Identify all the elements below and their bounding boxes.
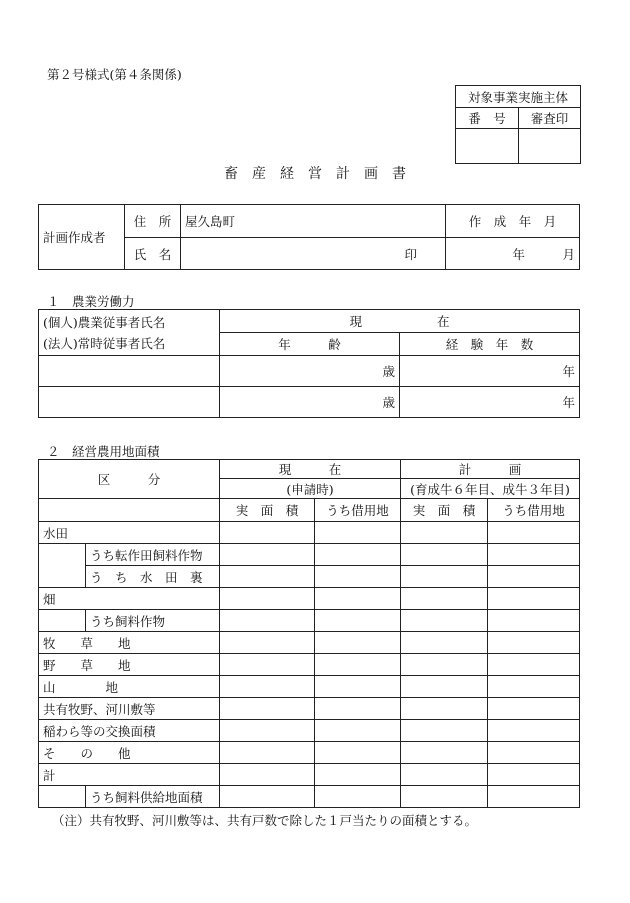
cell[interactable] [220,698,315,720]
row-label-field: 畑 [39,588,220,610]
labor-label-corporate: (法人)常時従事者氏名 [43,335,166,351]
cell[interactable] [401,676,488,698]
seal-label[interactable]: 印 [181,238,446,270]
cell[interactable] [315,522,401,544]
cell[interactable] [401,610,488,632]
creator-label: 計画作成者 [39,205,125,270]
table-row [39,610,580,632]
creator-table [38,204,580,270]
name-label: 氏 名 [125,238,181,270]
cell[interactable] [488,654,580,676]
labor-label-individual: (個人)農業従事者氏名 [43,314,166,330]
cell[interactable] [220,742,315,764]
address-label: 住 所 [125,205,181,238]
cell[interactable] [315,676,401,698]
review-stamp-field[interactable] [519,129,581,164]
col-plan-lease: うち借用地 [488,499,580,522]
table-row [39,544,580,566]
cell[interactable] [488,676,580,698]
row-label-common: 共有牧野、河川敷等 [39,698,220,720]
table-row [39,764,580,786]
row-label-field-feed: うち飼料作物 [86,610,220,632]
table-row [39,522,580,544]
cell[interactable] [220,632,315,654]
table-row [39,588,580,610]
cell[interactable] [488,544,580,566]
number-field[interactable] [456,129,519,164]
review-stamp-label: 審査印 [519,108,581,129]
table-row [39,654,580,676]
cell[interactable] [488,698,580,720]
row-label-paddy-back: う ち 水 田 裏 [86,566,220,588]
row-label-paddy: 水田 [39,522,220,544]
table-row [39,632,580,654]
cell[interactable] [401,632,488,654]
labor-row [39,387,580,418]
worker-name-field[interactable] [39,387,220,418]
col-plan-actual: 実 面 積 [401,499,488,522]
indent-cell [39,610,86,632]
cell[interactable] [220,786,315,808]
cell[interactable] [401,588,488,610]
row-label-pasture: 牧 草 地 [39,632,220,654]
creation-date-label: 作 成 年 月 [446,205,580,238]
indent-cell [39,544,86,588]
labor-current-header: 現 在 [220,310,580,333]
cell[interactable] [315,544,401,566]
labor-table [38,309,580,418]
age-field[interactable]: 歳 [220,387,400,418]
cell[interactable] [401,654,488,676]
document-title: 畜 産 経 営 計 画 書 [224,166,406,182]
creation-date-value[interactable]: 年 月 [446,238,580,270]
cell[interactable] [488,786,580,808]
cell[interactable] [315,786,401,808]
category-subheader-blank [39,499,220,522]
age-field[interactable]: 歳 [220,356,400,387]
cell[interactable] [401,720,488,742]
row-label-grassland: 野 草 地 [39,654,220,676]
land-table [38,459,580,808]
cell[interactable] [220,588,315,610]
form-number-label: 第２号様式(第４条関係) [47,67,182,82]
worker-name-field[interactable] [39,356,220,387]
footnote: （注）共有牧野、河川敷等は、共有戸数で除した１戸当たりの面積とする。 [52,813,478,828]
experience-field[interactable]: 年 [400,387,580,418]
plan-subheader: (育成牛６年目、成牛３年目) [401,479,580,499]
col-current-lease: うち借用地 [315,499,401,522]
labor-row [39,356,580,387]
plan-header: 計 画 [401,460,580,479]
cell[interactable] [488,632,580,654]
table-row [39,786,580,808]
cell[interactable] [488,720,580,742]
cell[interactable] [220,522,315,544]
table-row [39,742,580,764]
cell[interactable] [315,698,401,720]
section1-heading: １ 農業労働力 [47,294,135,309]
table-row [39,698,580,720]
cell[interactable] [220,654,315,676]
row-label-straw: 稲わら等の交換面積 [39,720,220,742]
cell[interactable] [220,544,315,566]
table-row [39,720,580,742]
row-label-paddy-feed: うち転作田飼料作物 [86,544,220,566]
cell[interactable] [401,742,488,764]
cell[interactable] [401,698,488,720]
cell[interactable] [315,632,401,654]
cell[interactable] [220,720,315,742]
cell[interactable] [315,742,401,764]
cell[interactable] [220,676,315,698]
age-header: 年 齢 [220,333,400,356]
table-row [39,676,580,698]
cell[interactable] [488,742,580,764]
stamp-box [455,85,581,164]
col-current-actual: 実 面 積 [220,499,315,522]
stamp-box-title: 対象事業実施主体 [456,86,581,108]
cell[interactable] [488,610,580,632]
category-header: 区 分 [39,460,220,499]
indent-cell [39,786,86,808]
cell[interactable] [315,566,401,588]
cell[interactable] [315,610,401,632]
cell[interactable] [315,588,401,610]
cell[interactable] [401,566,488,588]
cell[interactable] [315,764,401,786]
current-subheader: (申請時) [220,479,401,499]
row-label-other: そ の 他 [39,742,220,764]
row-label-total: 計 [39,764,220,786]
cell[interactable] [401,786,488,808]
cell[interactable] [220,610,315,632]
cell[interactable] [220,764,315,786]
address-value[interactable]: 屋久島町 [181,205,446,238]
cell[interactable] [488,588,580,610]
section2-heading: ２ 経営農用地面積 [47,444,160,459]
cell[interactable] [401,522,488,544]
experience-field[interactable]: 年 [400,356,580,387]
row-label-mountain: 山 地 [39,676,220,698]
cell[interactable] [488,764,580,786]
cell[interactable] [220,566,315,588]
cell[interactable] [401,764,488,786]
row-label-supply: うち飼料供給地面積 [86,786,220,808]
cell[interactable] [401,544,488,566]
cell[interactable] [315,720,401,742]
experience-header: 経 験 年 数 [400,333,580,356]
cell[interactable] [315,654,401,676]
current-header: 現 在 [220,460,401,479]
table-row [39,566,580,588]
number-label: 番 号 [456,108,519,129]
cell[interactable] [488,522,580,544]
cell[interactable] [488,566,580,588]
